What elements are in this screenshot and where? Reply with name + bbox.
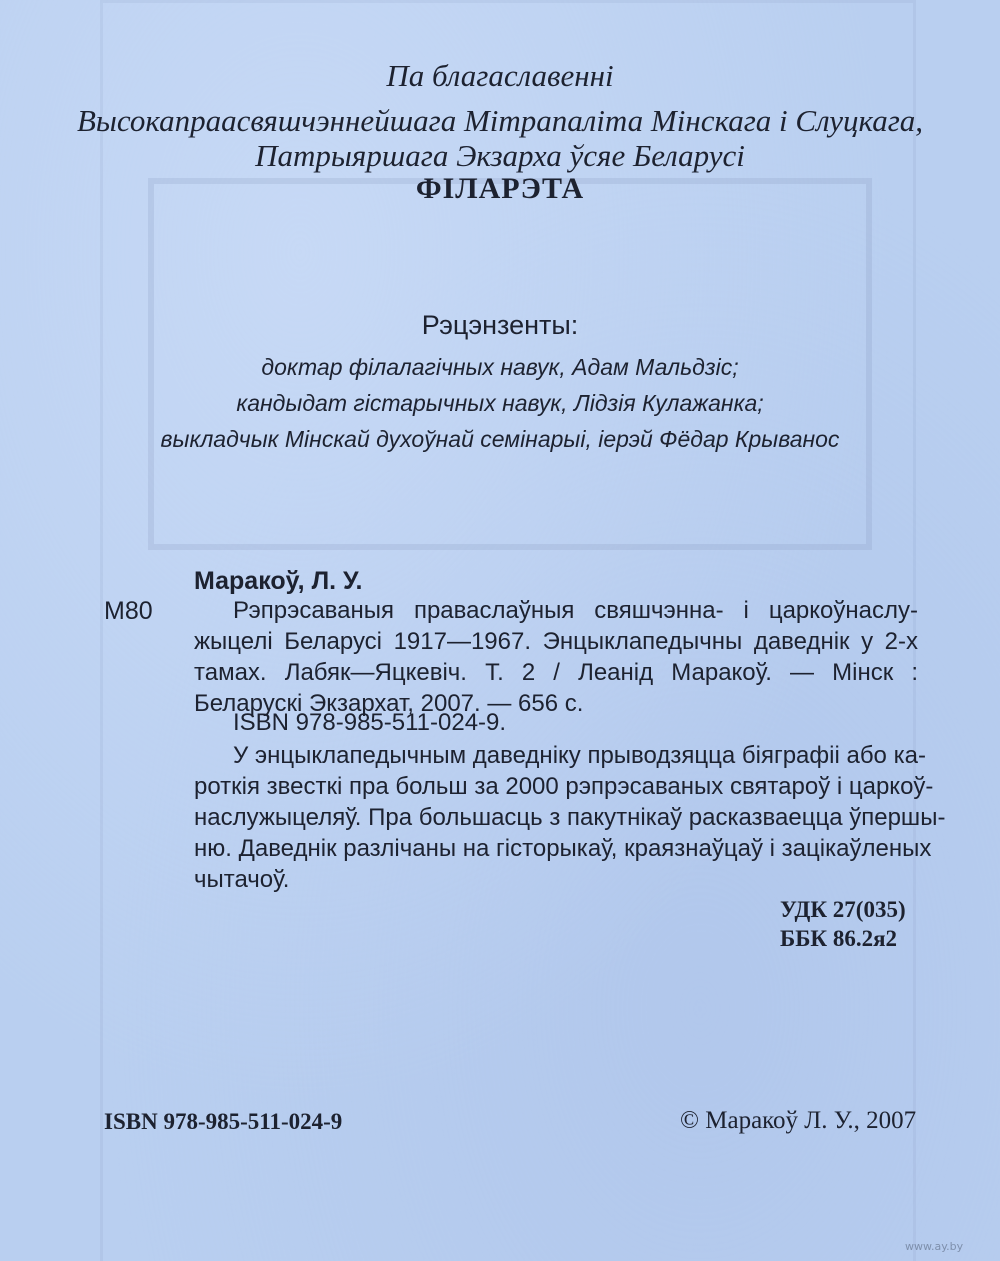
footer-isbn: ISBN 978-985-511-024-9 <box>104 1109 343 1134</box>
bbk-code: ББК 86.2я2 <box>780 926 898 951</box>
catalog-isbn: ISBN 978-985-511-024-9. <box>233 709 507 736</box>
catalog-code: М80 <box>104 597 153 625</box>
abstract-line: У энцыклапедычным даведніку прыводзяцца біяграфіі або ка- <box>233 742 926 769</box>
catalog-description-line: Беларускі Экзархат, 2007. — 656 с. <box>194 690 584 717</box>
abstract-line: ню. Даведнік разлічаны на гісторыкаў, краязнаўцаў і зацікаўленых <box>194 835 932 862</box>
catalog-description-line: тамах. Лабяк—Яцкевіч. Т. 2 / Леанід Маракоў. — Мінск : <box>194 659 918 686</box>
abstract-line: наслужыцеляў. Пра большасць з пакутнікаў расказваецца ўпершы- <box>194 804 946 831</box>
blessing-line-1: Па благаславенні <box>386 58 614 93</box>
blessing-name: ФІЛАРЭТА <box>415 172 585 205</box>
catalog-author: Маракоў, Л. У. <box>194 567 363 595</box>
reviewer-item: доктар філалагічных навук, Адам Мальдзіс; <box>261 354 739 380</box>
catalog-description-line: Рэпрэсаваныя праваслаўныя свяшчэнна- і царкоўнаслу- <box>233 597 918 624</box>
blessing-line-3: Патрыяршага Экзарха ўсяе Беларусі <box>255 138 745 173</box>
catalog-description-line: жыцелі Беларусі 1917—1967. Энцыклапедычны даведнік у 2-х <box>194 628 918 655</box>
footer-copyright: © Маракоў Л. У., 2007 <box>680 1107 917 1134</box>
reviewer-item: кандыдат гістарычных навук, Лідзія Кулажанка; <box>236 390 764 416</box>
abstract-line: роткія звесткі пра больш за 2000 рэпрэсаваных святароў і царкоў- <box>194 773 934 800</box>
udk-code: УДК 27(035) <box>780 897 906 922</box>
blessing-line-2: Высокапраасвяшчэннейшага Мітрапаліта Мінскага і Слуцкага, <box>76 103 924 138</box>
reviewers-heading: Рэцэнзенты: <box>421 310 579 340</box>
watermark: www.ay.by <box>905 1240 964 1253</box>
abstract-line: чытачоў. <box>194 866 290 893</box>
reviewer-item: выкладчык Мінскай духоўнай семінарыі, іерэй Фёдар Крыванос <box>160 426 840 452</box>
